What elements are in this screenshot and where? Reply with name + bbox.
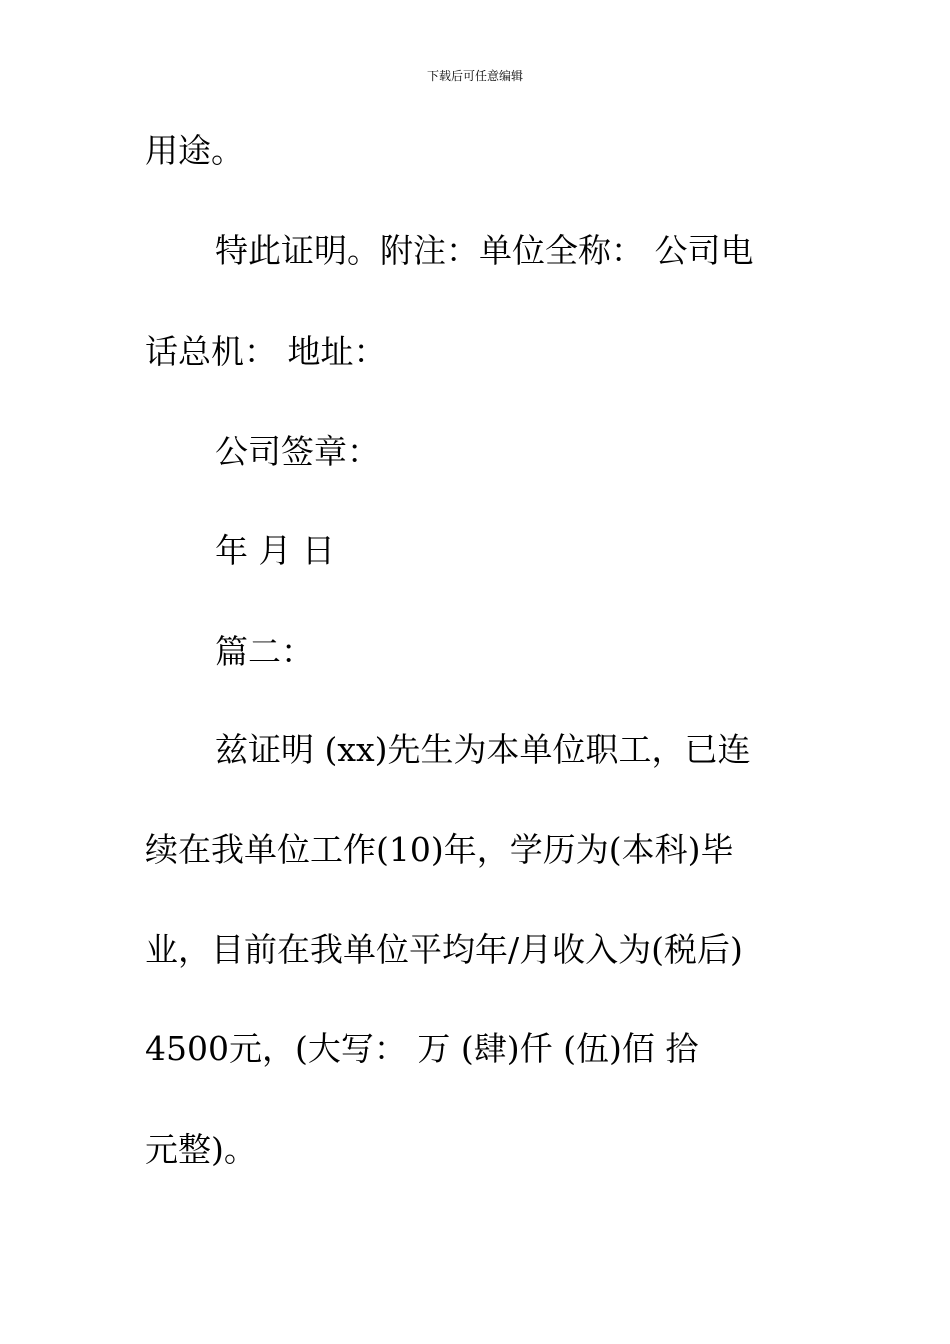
page-header: 下载后可任意编辑 — [426, 69, 523, 83]
text-line: 兹证明 (xx)先生为本单位职工，已连 — [215, 730, 751, 769]
text-line: 话总机： 地址： — [145, 332, 387, 371]
text-line: 特此证明。附注：单位全称： 公司电 — [215, 231, 754, 270]
text-line: 年 月 日 — [215, 531, 335, 570]
text-line: 续在我单位工作(10)年，学历为(本科)毕 — [145, 830, 734, 869]
text-line: 4500元，(大写： 万 (肆)仟 (伍)佰 拾 — [145, 1029, 699, 1068]
text-line: 业，目前在我单位平均年/月收入为(税后) — [145, 930, 743, 969]
text-line: 用途。 — [145, 131, 244, 170]
text-line: 篇二： — [215, 632, 314, 671]
text-line: 公司签章： — [215, 432, 380, 471]
text-line: 元整)。 — [145, 1130, 257, 1169]
